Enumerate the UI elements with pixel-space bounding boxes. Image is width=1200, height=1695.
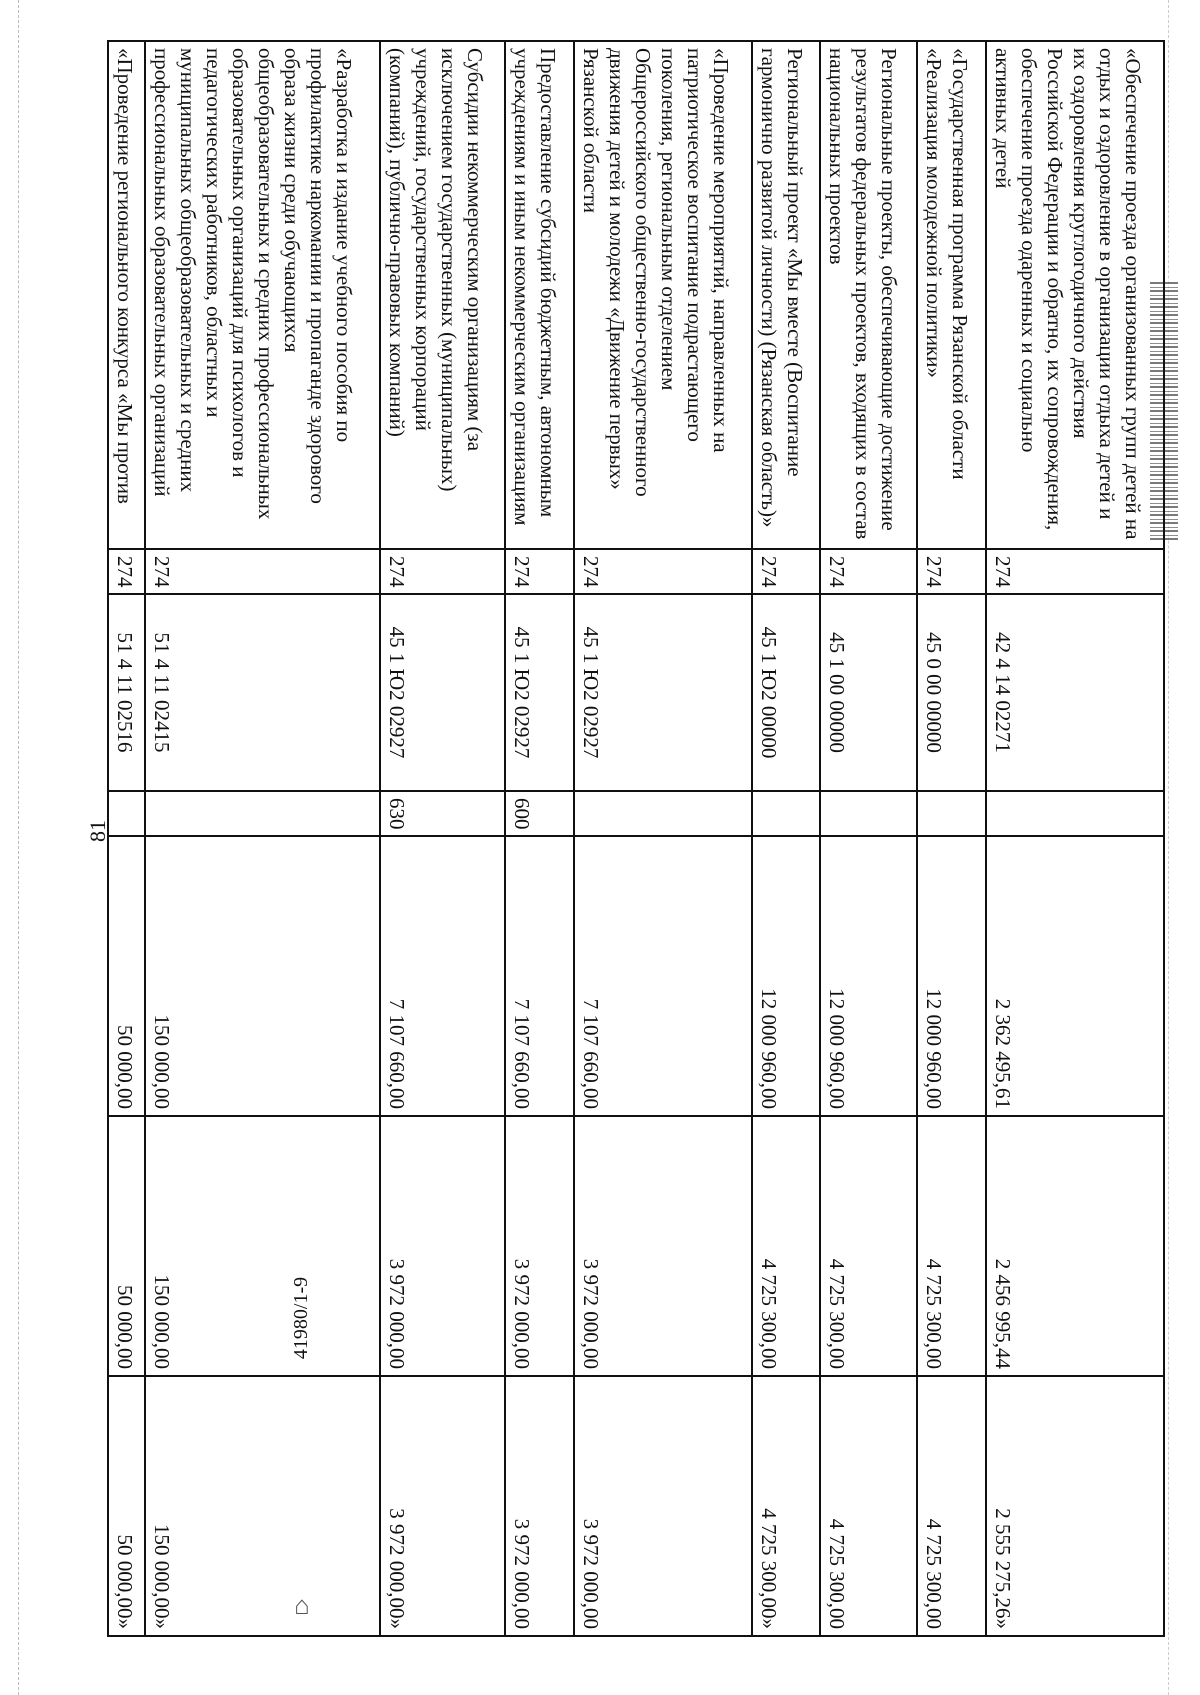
cell-kcsr: 45 1 Ю2 02927 — [380, 594, 505, 791]
cell-v2: 4 725 300,00 — [752, 1116, 821, 1376]
cell-v2: 150 000,00 — [145, 1116, 380, 1376]
cell-name: «Государственная программа Рязанской области «Реализация молодежной политики» — [917, 41, 986, 549]
cell-vr — [820, 791, 917, 836]
document-code: 41980/1-9 — [290, 1276, 312, 1360]
table-row — [145, 41, 380, 1636]
cell-v1: 2 362 495,61 — [986, 836, 1164, 1116]
cell-kcsr: 51 4 11 02516 — [108, 594, 145, 791]
cell-v1: 150 000,00 — [145, 836, 380, 1116]
cell-code: 274 — [917, 549, 986, 594]
cell-vr — [986, 791, 1164, 836]
cell-code: 274 — [380, 549, 505, 594]
cell-v2: 3 972 000,00 — [574, 1116, 752, 1376]
cell-kcsr: 45 1 Ю2 02927 — [505, 594, 574, 791]
table-row — [917, 41, 986, 1636]
cell-v2: 2 456 995,44 — [986, 1116, 1164, 1376]
cell-vr — [574, 791, 752, 836]
scan-edge-left — [18, 0, 19, 1695]
table-row — [380, 41, 505, 1636]
cell-code: 274 — [820, 549, 917, 594]
cell-vr — [145, 791, 380, 836]
cell-kcsr: 51 4 11 02415 — [145, 594, 380, 791]
archive-stamp-icon: ⌂ — [294, 1590, 310, 1620]
cell-code: 274 — [108, 549, 145, 594]
cell-vr: 630 — [380, 791, 505, 836]
cell-name: Предоставление субсидий бюджетным, автономным учреждениям и иным некоммерческим организациям — [505, 41, 574, 549]
cell-name: Региональные проекты, обеспечивающие достижение результатов федеральных проектов, входящих в состав национальных проектов — [820, 41, 917, 549]
cell-kcsr: 45 1 Ю2 02927 — [574, 594, 752, 791]
rotated-page — [107, 40, 1165, 1635]
cell-code: 274 — [505, 549, 574, 594]
cell-name: Субсидии некоммерческим организациям (за исключением государственных (муниципальных) учреждений, государственных корпораций (компаний), публично-правовых компаний) — [380, 41, 505, 549]
cell-v2: 3 972 000,00 — [380, 1116, 505, 1376]
cell-v3: 3 972 000,00» — [380, 1376, 505, 1636]
cell-vr — [108, 791, 145, 836]
cell-v3: 4 725 300,00 — [820, 1376, 917, 1636]
cell-v2: 4 725 300,00 — [917, 1116, 986, 1376]
cell-name: «Проведение мероприятий, направленных на патриотическое воспитание подрастающего поколения, региональным отделением Общероссийского общественно-государственного движения детей и молодежи «Движение первых» Рязанской области — [574, 41, 752, 549]
table-row — [108, 41, 145, 1636]
cell-v3: 4 725 300,00 — [917, 1376, 986, 1636]
cell-code: 274 — [752, 549, 821, 594]
cell-v3: 2 555 275,26» — [986, 1376, 1164, 1636]
cell-v2: 3 972 000,00 — [505, 1116, 574, 1376]
cell-name: «Разработка и издание учебного пособия по профилактике наркомании и пропаганде здорового образа жизни среди обучающихся общеобразовательных и средних профессиональных образовательных организаций для психологов и педагогических работников, областных и муниципальных общеобразовательных и средних профессиональных образовательных организаций — [145, 41, 380, 549]
cell-code: 274 — [986, 549, 1164, 594]
cell-code: 274 — [145, 549, 380, 594]
cell-v1: 7 107 660,00 — [505, 836, 574, 1116]
cell-kcsr: 45 1 Ю2 00000 — [752, 594, 821, 791]
cell-name: «Обеспечение проезда организованных групп детей на отдых и оздоровление в организации отдыха детей и их оздоровления круглогодичного действия Российской Федерации и обратно, их сопровождения, обеспечение проезда одаренных и социально активных детей — [986, 41, 1164, 549]
cell-v2: 50 000,00 — [108, 1116, 145, 1376]
table-row — [505, 41, 574, 1636]
cell-kcsr: 42 4 14 02271 — [986, 594, 1164, 791]
table-row — [574, 41, 752, 1636]
cell-name: «Проведение регионального конкурса «Мы против — [108, 41, 145, 549]
cell-v3: 50 000,00» — [108, 1376, 145, 1636]
cell-v3: 3 972 000,00 — [574, 1376, 752, 1636]
cell-kcsr: 45 0 00 00000 — [917, 594, 986, 791]
table-row — [752, 41, 821, 1636]
cell-v3: 150 000,00» — [145, 1376, 380, 1636]
cell-v2: 4 725 300,00 — [820, 1116, 917, 1376]
cell-kcsr: 45 1 00 00000 — [820, 594, 917, 791]
cell-vr — [752, 791, 821, 836]
cell-name: Региональный проект «Мы вместе (Воспитание гармонично развитой личности) (Рязанская область)» — [752, 41, 821, 549]
budget-table — [107, 40, 1165, 1637]
table-row — [820, 41, 917, 1636]
cell-v1: 12 000 960,00 — [820, 836, 917, 1116]
cell-vr: 600 — [505, 791, 574, 836]
cell-code: 274 — [574, 549, 752, 594]
scan-edge-right — [1168, 0, 1169, 1695]
cell-v3: 4 725 300,00» — [752, 1376, 821, 1636]
cell-v1: 12 000 960,00 — [917, 836, 986, 1116]
cell-v3: 3 972 000,00 — [505, 1376, 574, 1636]
page-number: 81 — [85, 820, 110, 842]
cell-vr — [917, 791, 986, 836]
cell-v1: 50 000,00 — [108, 836, 145, 1116]
cell-v1: 7 107 660,00 — [380, 836, 505, 1116]
cell-v1: 12 000 960,00 — [752, 836, 821, 1116]
cell-v1: 7 107 660,00 — [574, 836, 752, 1116]
table-row — [986, 41, 1164, 1636]
